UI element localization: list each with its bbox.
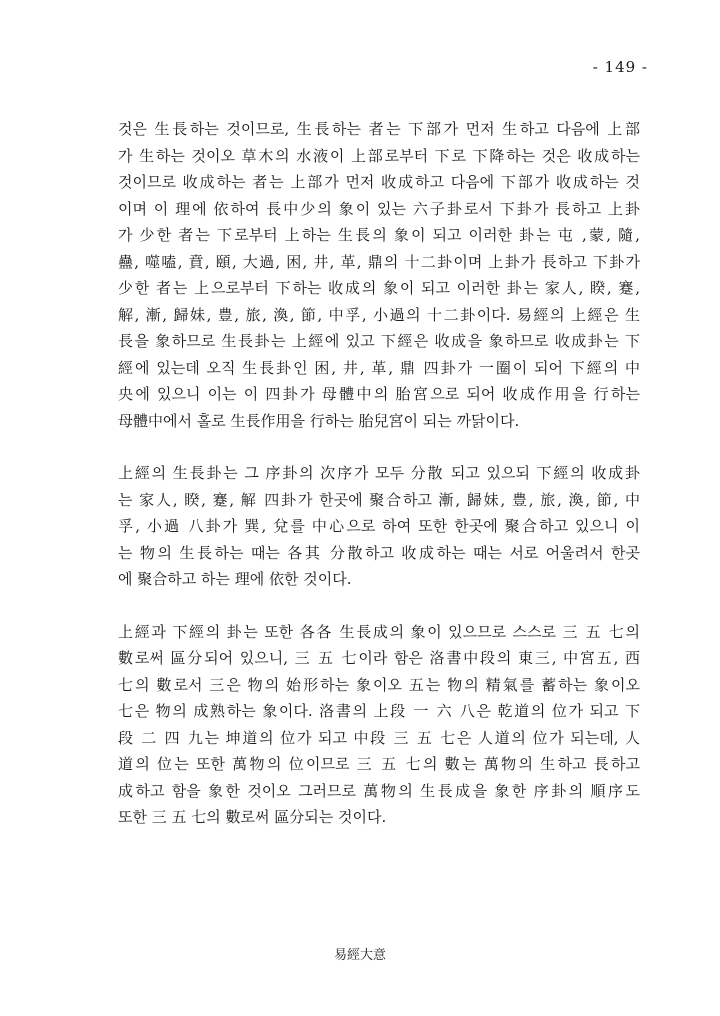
text-line: 數로써 區分되어 있으니, 三 五 七이라 함은 洛書中段의 東三, 中宮五, 西 xyxy=(118,649,640,667)
paragraph-3 xyxy=(118,619,640,831)
paragraph-2 xyxy=(118,460,640,593)
footer-book-title: 易經大意 xyxy=(333,948,386,963)
text-line: 解, 漸, 歸妹, 豊, 旅, 渙, 節, 中孚, 小過의 十二卦이다. 易經의 上經은 生 xyxy=(118,305,640,324)
text-line: 것이므로 收成하는 者는 上部가 먼저 收成하고 다음에 下部가 收成하는 것 xyxy=(118,173,640,191)
text-line: 經에 있는데 오직 生長卦인 困, 井, 革, 鼎 四卦가 一圈이 되어 下經의 中 xyxy=(118,358,640,377)
text-line: 七은 物의 成熟하는 象이다. 洛書의 上段 一 六 八은 乾道의 位가 되고 下 xyxy=(118,702,640,720)
text-line: 段 二 四 九는 坤道의 位가 되고 中段 三 五 七은 人道의 位가 되는데, 人 xyxy=(118,728,640,747)
body-text xyxy=(118,116,640,831)
text-line: 蠱, 噬嗑, 賁, 頤, 大過, 困, 井, 革, 鼎의 十二卦이며 上卦가 長하고 下卦가 xyxy=(118,252,640,271)
text-line: 道의 位는 또한 萬物의 位이므로 三 五 七의 數는 萬物의 生하고 長하고 xyxy=(118,755,640,773)
text-line: 母體中에서 홀로 生長作用을 行하는 胎兒宮이 되는 까닭이다. xyxy=(118,411,520,430)
paragraph-1 xyxy=(118,116,640,434)
text-line: 七의 數로서 三은 物의 始形하는 象이오 五는 物의 精氣를 蓄하는 象이오 xyxy=(118,675,640,694)
text-line: 가 少한 者는 下로부터 上하는 生長의 象이 되고 이러한 卦는 屯 ,蒙, 隨, xyxy=(118,226,640,244)
text-line: 에 聚合하고 하는 理에 依한 것이다. xyxy=(118,570,352,588)
text-line: 孚, 小過 八卦가 巽, 兌를 中心으로 하여 또한 한곳에 聚合하고 있으니 이 xyxy=(118,517,640,535)
page-number: - 149 - xyxy=(592,58,648,76)
text-line: 가 生하는 것이오 草木의 水液이 上部로부터 下로 下降하는 것은 收成하는 xyxy=(118,146,640,165)
text-line: 는 家人, 睽, 蹇, 解 四卦가 한곳에 聚合하고 漸, 歸妹, 豊, 旅, 渙, 節, 中 xyxy=(118,490,640,509)
text-line: 央에 있으니 이는 이 四卦가 母體中의 胎宮으로 되어 收成作用을 行하는 xyxy=(118,385,640,403)
text-line: 成하고 함을 象한 것이오 그러므로 萬物의 生長成을 象한 序卦의 順序도 xyxy=(118,781,640,800)
text-line: 少한 者는 上으로부터 下하는 收成의 象이 되고 이러한 卦는 家人, 睽, 蹇, xyxy=(118,279,640,297)
text-line: 上經과 下經의 卦는 또한 各各 生長成의 象이 있으므로 스스로 三 五 七의 xyxy=(118,622,640,641)
text-line: 것은 生長하는 것이므로, 生長하는 者는 下部가 먼저 生하고 다음에 上部 xyxy=(118,120,640,138)
text-line: 이며 이 理에 依하여 長中少의 象이 있는 六子卦로서 下卦가 長하고 上卦 xyxy=(118,199,640,218)
text-line: 는 物의 生長하는 때는 各其 分散하고 收成하는 때는 서로 어울려서 한곳 xyxy=(118,543,640,562)
text-line: 또한 三 五 七의 數로써 區分되는 것이다. xyxy=(118,808,387,826)
text-line: 長을 象하므로 生長卦는 上經에 있고 下經은 收成을 象하므로 收成卦는 下 xyxy=(118,332,640,350)
text-line: 上經의 生長卦는 그 序卦의 次序가 모두 分散 되고 있으되 下經의 收成卦 xyxy=(118,464,640,482)
